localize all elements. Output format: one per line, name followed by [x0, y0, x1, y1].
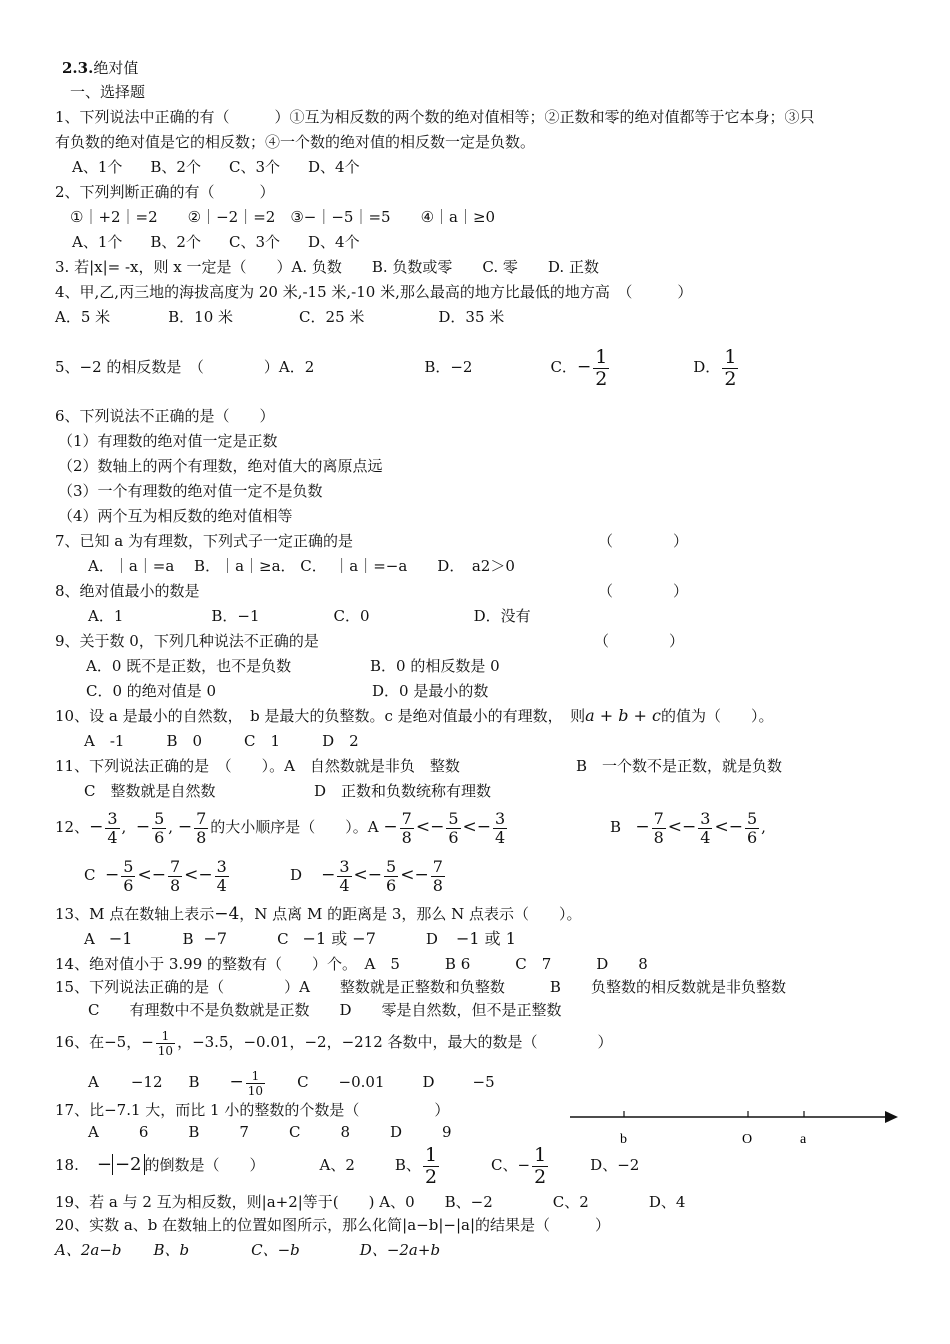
q10-stem-tail: 的值为（ ）。 [661, 707, 774, 725]
q4-opt-c: C．25 米 [299, 308, 365, 326]
q10-opt-c: C 1 [244, 732, 281, 750]
q12-opt-b: B − $\frac{7}{8}$ <− $\frac{3}{4}$ <− $\frac{5}{6}$ , [610, 808, 766, 847]
q5-line: 5、−2 的相反数是 （ ）A．2 B．−2 C．− $\frac{1}{2}$ D． $\frac{1}{2}$ [55, 345, 737, 390]
q10-opt-a: A -1 [84, 732, 125, 750]
q17-opt-c: C [288, 1123, 301, 1141]
q1-options [72, 157, 360, 177]
q16-opt-d-value: −5 [472, 1073, 495, 1091]
q4-opt-b: B．10 米 [168, 308, 234, 326]
q1-opt-b: B、2个 [150, 158, 201, 176]
q12-lead: 12、 [55, 818, 90, 836]
q6-item-3: （3）一个有理数的绝对值一定不是负数 [58, 482, 323, 500]
q2-opt-a: A、1个 [72, 233, 123, 251]
q17-stem: 17、比−7.1 大，而比 1 小的整数的个数是（ ） [55, 1101, 450, 1119]
q18-b-fraction: $\frac{1}{2}$ [424, 1143, 438, 1188]
q13-opt-d-value: −1 或 1 [455, 929, 516, 948]
q9-opt-b: B．0 的相反数是 0 [370, 657, 500, 675]
q8-opt-a: A．1 [88, 607, 124, 625]
q10-expression: a + b + c [585, 706, 662, 725]
q18-opt-c: C、− [491, 1156, 531, 1174]
q18-tail: 的倒数是（ ） [144, 1156, 265, 1174]
q13-opt-c-value: −1 或 −7 [302, 929, 376, 948]
q1-opt-c: C、3个 [228, 158, 280, 176]
q6-item-1: （1）有理数的绝对值一定是正数 [58, 432, 278, 450]
q11-line1: 11、下列说法正确的是 （ ）。A 自然数就是非负 整数 [55, 757, 460, 775]
q8-options [88, 606, 531, 626]
q18-c-fraction: $\frac{1}{2}$ [534, 1143, 547, 1188]
q9-paren: （ ） [594, 632, 685, 650]
q16-opt-b-fraction: $\frac{1}{10}$ [247, 1068, 264, 1098]
q12-opt-c-label: C [84, 866, 96, 884]
q5-opt-c: C． [550, 358, 577, 376]
q10-stem [55, 706, 774, 726]
q10-opt-b: B 0 [166, 732, 203, 750]
q10-options [84, 731, 359, 751]
q4-stem: 4、甲,乙,丙三地的海拔高度为 20 米,-15 米,-10 米,那么最高的地方比最低的地方高 （ ） [55, 283, 693, 301]
q17-opt-c-value: 8 [340, 1123, 350, 1141]
q13-opt-a: A [84, 930, 95, 948]
q18-lead: 18. [55, 1156, 79, 1174]
q5-stem: 5、−2 的相反数是 （ ）A．2 [55, 358, 315, 376]
q16-opt-a: A [88, 1073, 99, 1091]
q18-expression: − −2 [97, 1154, 145, 1175]
q8-opt-d: D．没有 [473, 607, 531, 625]
q18-opt-b: B、 [394, 1156, 421, 1174]
q1-opt-d: D、4个 [308, 158, 360, 176]
q5-opt-d: D． [693, 358, 721, 376]
q16-stem-b: ，−3.5，−0.01，−2，−212 各数中，最大的数是（ ） [177, 1033, 613, 1051]
q1-line1: 1、下列说法中正确的有（ ）①互为相反数的两个数的绝对值相等；②正数和零的绝对值都等于它本身；③只 [55, 108, 815, 126]
q2-opt-d: D、4个 [308, 233, 360, 251]
q7-stem: 7、已知 a 为有理数，下列式子一定正确的是 [55, 532, 354, 550]
q3-stem: 3. 若|x|= -x，则 x 一定是（ ）A. 负数 B. 负数或零 C. 零 D. 正数 [55, 258, 599, 276]
q20-opt-a: A、2a−b [55, 1241, 122, 1259]
q18-opt-a: A、2 [319, 1156, 355, 1174]
q11-opt-c: C 整数就是自然数 [84, 782, 216, 800]
q14-stem: 14、绝对值小于 3.99 的整数有（ ）个。 A 5 B 6 C 7 D 8 [55, 955, 648, 973]
title-number: 2.3. [62, 59, 94, 77]
q16-stem [55, 1020, 613, 1064]
label-a: a [800, 1132, 807, 1147]
q4-opt-a: A．5 米 [55, 308, 111, 326]
q17-options [88, 1122, 452, 1142]
q19-stem: 19、若 a 与 2 互为相反数，则|a+2|等于( ) A、0 B、−2 C、2 D、4 [55, 1193, 686, 1211]
q16-opt-a-value: −12 [130, 1073, 163, 1091]
q11-opt-d: D 正数和负数统称有理数 [314, 782, 492, 800]
q6-item-4: （4）两个互为相反数的绝对值相等 [58, 507, 293, 525]
q1-opt-a: A、1个 [72, 158, 123, 176]
number-line-arrowhead [885, 1111, 898, 1123]
q16-opt-d: D [422, 1073, 435, 1091]
q13-options [84, 929, 516, 949]
q12-opt-d: D − $\frac{3}{4}$ <− $\frac{5}{6}$ <− $\frac{7}{8}$ [290, 856, 443, 895]
q20-opt-c: C、−b [251, 1241, 300, 1259]
frac-3-4: $\frac{3}{4}$ [107, 808, 118, 847]
q15-line1: 15、下列说法正确的是（ ）A 整数就是正整数和负整数 B 负整数的相反数就是非负整数 [55, 978, 786, 996]
q2-items: ①｜+2｜=2 ②｜−2｜=2 ③−｜−5｜=5 ④｜a｜≥0 [70, 208, 496, 226]
q11-opt-b: B 一个数不是正数，就是负数 [576, 757, 783, 775]
q13-opt-d: D [425, 930, 438, 948]
q2-opt-c: C、3个 [228, 233, 280, 251]
q8-stem: 8、绝对值最小的数是 [55, 582, 200, 600]
q16-opt-b: B [188, 1073, 200, 1091]
q17-opt-a: A [88, 1123, 99, 1141]
q12-opt-d-label: D [290, 866, 303, 884]
q18-opt-d: D、−2 [590, 1156, 640, 1174]
q4-options [55, 307, 504, 327]
q12-mid: 的大小顺序是（ ）。A [210, 818, 379, 836]
q7-options: A．｜a｜=a B．｜a｜≥a． C． ｜a｜=−a D． a2＞0 [88, 557, 515, 575]
q5-opt-b: B．−2 [424, 358, 473, 376]
q2-options [72, 232, 360, 252]
label-b: b [620, 1132, 627, 1147]
q13-opt-b: B [182, 930, 194, 948]
q13-value: −4 [214, 904, 240, 924]
q9-opt-d: D．0 是最小的数 [372, 682, 489, 700]
q17-opt-d: D [390, 1123, 403, 1141]
title-text: 绝对值 [93, 59, 139, 77]
q2-opt-b: B、2个 [150, 233, 201, 251]
q2-stem: 2、下列判断正确的有（ ） [55, 183, 275, 201]
q15-line2: C 有理数中不是负数就是正数 D 零是自然数，但不是正整数 [88, 1001, 562, 1019]
q12-line1: 12、− $\frac{3}{4}$ , − $\frac{5}{6}$ , − $\frac{7}{8}$ 的大小顺序是（ ）。A − $\frac{7}{8}$ <− $\frac{5}{6}$ <− $\frac{3}{4}$ [55, 808, 506, 847]
q8-paren: （ ） [598, 582, 689, 600]
q13-opt-b-value: −7 [203, 929, 228, 948]
q8-opt-b: B．−1 [211, 607, 260, 625]
q8-opt-c: C．0 [333, 607, 370, 625]
q9-stem: 9、关于数 0，下列几种说法不正确的是 [55, 632, 319, 650]
q13-opt-c: C [277, 930, 289, 948]
q17-opt-a-value: 6 [138, 1123, 149, 1141]
q17-opt-b: B [188, 1123, 200, 1141]
q9-opt-c: C．0 的绝对值是 0 [86, 682, 217, 700]
frac-5-6: $\frac{5}{6}$ [154, 808, 165, 847]
q10-stem-text: 10、设 a 是最小的自然数， b 是最大的负整数。c 是绝对值最小的有理数， 则 [55, 707, 586, 725]
q10-opt-d: D 2 [322, 732, 359, 750]
q12-opt-b-label: B [610, 818, 622, 836]
frac-7-8: $\frac{7}{8}$ [196, 808, 207, 847]
page-title [62, 58, 138, 78]
q20-stem: 20、实数 a、b 在数轴上的位置如图所示，那么化简|a−b|−|a|的结果是（ ） [55, 1216, 611, 1234]
q17-opt-d-value: 9 [442, 1123, 452, 1141]
q13-stem-b: ，N 点离 M 的距离是 3，那么 N 点表示（ ）。 [239, 905, 582, 923]
q20-opt-b: B、b [153, 1241, 190, 1259]
q1-line2: 有负数的绝对值是它的相反数；④一个数的绝对值的相反数一定是负数。 [55, 133, 536, 151]
q16-fraction: $\frac{1}{10}$ [157, 1028, 174, 1058]
q20-opt-d: D、−2a+b [359, 1241, 441, 1259]
q6-item-2: （2）数轴上的两个有理数，绝对值大的离原点远 [58, 457, 383, 475]
q16-opt-c: C [297, 1073, 309, 1091]
q5-c-fraction: $\frac{1}{2}$ [595, 345, 608, 390]
q17-opt-b-value: 7 [239, 1123, 249, 1141]
q12-opt-c: C − $\frac{5}{6}$ <− $\frac{7}{8}$ <− $\frac{3}{4}$ [84, 856, 227, 895]
q18-line [55, 1143, 639, 1187]
q13-opt-a-value: −1 [108, 929, 133, 948]
q5-d-fraction: $\frac{1}{2}$ [724, 345, 737, 390]
q13-stem-a: 13、M 点在数轴上表示 [55, 905, 215, 923]
q16-opt-c-value: −0.01 [338, 1073, 385, 1091]
q16-stem-a: 16、在−5，− [55, 1033, 154, 1051]
label-o: O [742, 1132, 753, 1147]
q20-options [55, 1240, 440, 1260]
q16-options: A −12 B − $\frac{1}{10}$ C −0.01 D −5 [88, 1068, 495, 1098]
q7-paren: （ ） [598, 532, 689, 550]
section-heading: 一、选择题 [70, 83, 146, 101]
q6-stem: 6、下列说法不正确的是（ ） [55, 407, 275, 425]
q4-opt-d: D．35 米 [438, 308, 505, 326]
q9-opt-a: A．0 既不是正数，也不是负数 [86, 657, 292, 675]
q13-stem [55, 904, 582, 924]
